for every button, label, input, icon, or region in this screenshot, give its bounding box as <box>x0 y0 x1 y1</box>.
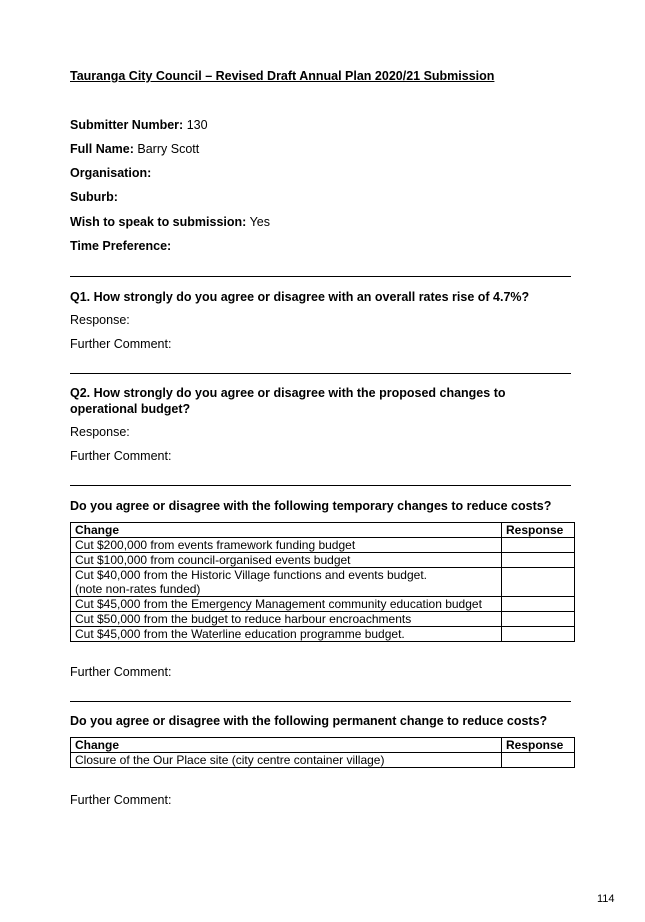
field-label: Suburb: <box>70 190 118 204</box>
table-header-row <box>71 523 575 538</box>
response-cell[interactable] <box>502 627 575 642</box>
field-label: Organisation: <box>70 166 152 180</box>
response-cell[interactable] <box>502 553 575 568</box>
q3-comment-label: Further Comment: <box>70 665 172 679</box>
field-value: Barry Scott <box>137 142 200 156</box>
q2-response-label: Response: <box>70 425 130 439</box>
q4-question: Do you agree or disagree with the following permanent change to reduce costs? <box>70 714 548 728</box>
q4-comment-label: Further Comment: <box>70 793 172 807</box>
col-change-header: Change <box>71 523 502 538</box>
field-submitter-number <box>70 118 208 132</box>
response-cell[interactable] <box>502 612 575 627</box>
field-organisation <box>70 166 151 180</box>
table-row <box>71 612 575 627</box>
table-row <box>71 538 575 553</box>
field-suburb <box>70 190 118 204</box>
field-time-preference <box>70 239 171 253</box>
change-cell: Cut $45,000 from the Emergency Management community education budget <box>71 597 502 612</box>
response-cell[interactable] <box>502 568 575 597</box>
section-divider <box>70 701 571 702</box>
table-row <box>71 568 575 597</box>
table-row <box>71 627 575 642</box>
temporary-changes-table <box>70 522 575 642</box>
change-note: (note non-rates funded) <box>75 582 201 596</box>
field-label: Wish to speak to submission: <box>70 215 247 229</box>
field-label: Submitter Number: <box>70 118 184 132</box>
change-cell <box>71 568 502 597</box>
q1-comment-label: Further Comment: <box>70 337 172 351</box>
q2-comment-label: Further Comment: <box>70 449 172 463</box>
field-value: Yes <box>249 215 270 229</box>
section-divider <box>70 485 571 486</box>
field-value: 130 <box>186 118 208 132</box>
table-row <box>71 553 575 568</box>
section-divider <box>70 276 571 277</box>
col-response-header: Response <box>502 738 575 753</box>
change-cell: Cut $45,000 from the Waterline education programme budget. <box>71 627 502 642</box>
field-full-name <box>70 142 199 156</box>
q2-question: Q2. How strongly do you agree or disagree with the proposed changes to operational budget? <box>70 386 506 416</box>
table-row <box>71 597 575 612</box>
table-row <box>71 753 575 768</box>
col-change-header: Change <box>71 738 502 753</box>
change-cell: Cut $50,000 from the budget to reduce harbour encroachments <box>71 612 502 627</box>
q3-question: Do you agree or disagree with the following temporary changes to reduce costs? <box>70 499 552 513</box>
change-cell: Cut $200,000 from events framework funding budget <box>71 538 502 553</box>
response-cell[interactable] <box>502 538 575 553</box>
section-divider <box>70 373 571 374</box>
field-label: Full Name: <box>70 142 134 156</box>
permanent-change-table <box>70 737 575 768</box>
table-header-row <box>71 738 575 753</box>
col-response-header: Response <box>502 523 575 538</box>
q1-response-label: Response: <box>70 313 130 327</box>
response-cell[interactable] <box>502 753 575 768</box>
field-label: Time Preference: <box>70 239 172 253</box>
change-cell: Cut $100,000 from council-organised events budget <box>71 553 502 568</box>
field-wish-to-speak <box>70 215 270 229</box>
page-number: 114 <box>597 893 615 905</box>
document-title: Tauranga City Council – Revised Draft Annual Plan 2020/21 Submission <box>70 69 495 83</box>
change-cell: Closure of the Our Place site (city centre container village) <box>71 753 502 768</box>
change-line: Cut $40,000 from the Historic Village functions and events budget. <box>75 568 427 582</box>
response-cell[interactable] <box>502 597 575 612</box>
q1-question: Q1. How strongly do you agree or disagree with an overall rates rise of 4.7%? <box>70 290 530 304</box>
